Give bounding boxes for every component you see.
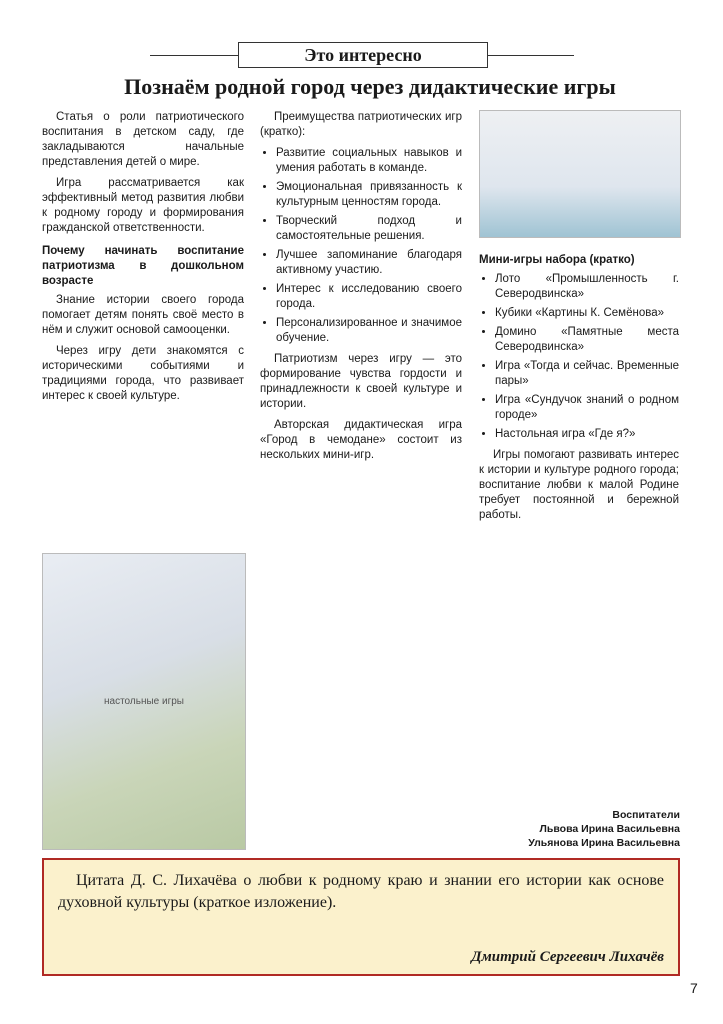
column-1-paragraph: Игра рассматривается как эффективный метод развития любви к родному городу и формирования гражданской ответственности. (42, 177, 244, 234)
quote-box (42, 858, 680, 976)
list-item: • Лучшее запоминание благодаря активному участию. (276, 248, 462, 278)
list-item: • Игра «Сундучок знаний о родном городе» (495, 393, 679, 423)
list-item: • Интерес к исследованию своего города. (276, 282, 462, 312)
rubric-label: Это интересно (238, 42, 488, 68)
advantages-list (260, 146, 462, 346)
column-1-paragraph: Через игру дети знакомятся с историческими событиями и традициями города, что развивает интерес к своей культуре. (42, 345, 244, 402)
list-item: • Эмоциональная привязанность к культурным ценностям города. (276, 180, 462, 210)
child-with-game-photo (42, 553, 246, 850)
games-heading: Мини-игры набора (кратко) (479, 254, 635, 266)
article-title: Познаём родной город через дидактические игры (124, 74, 616, 99)
list-item: • Лото «Промышленность г. Северодвинска» (495, 272, 679, 302)
games-list (479, 272, 679, 442)
quote-author: Дмитрий Сергеевич Лихачёв (471, 949, 664, 965)
article-column-1 (42, 110, 244, 410)
column-3-closing: Игры помогают развивать интерес к истории и культуре родного города; воспитание любви к малой Родине требует постоянной и бережной работы. (479, 449, 679, 521)
board-games-photo (479, 110, 681, 238)
rubric-line-left (150, 55, 238, 56)
list-item: • Персонализированное и значимое обучение. (276, 316, 462, 346)
article-column-3 (479, 245, 679, 529)
column-2-paragraph: Патриотизм через игру — это формирование чувства гордости и принадлежности к своей культуре и истории. (260, 353, 462, 410)
article-column-2 (260, 110, 462, 469)
list-item: • Кубики «Картины К. Семёнова» (495, 306, 679, 321)
list-item: • Творческий подход и самостоятельные решения. (276, 214, 462, 244)
column-1-heading: Почему начинать воспитание патриотизма в дошкольном возрасте (42, 245, 244, 287)
page-number: 7 (690, 980, 698, 996)
column-2-paragraph: Авторская дидактическая игра «Город в чемодане» состоит из нескольких мини-игр. (260, 419, 462, 461)
quote-text: Цитата Д. С. Лихачёва о любви к родному краю и знании его истории как основе духовной культуры (краткое изложение). (58, 872, 664, 911)
signature-role: Воспитатели (612, 809, 680, 821)
column-1-paragraph: Знание истории своего города помогает детям понять своё место в нём и служит основой самооценки. (42, 294, 244, 336)
list-item: • Домино «Памятные места Северодвинска» (495, 325, 679, 355)
list-item: • Развитие социальных навыков и умения работать в команде. (276, 146, 462, 176)
column-2-intro: Преимущества патриотических игр (кратко): (260, 111, 462, 138)
list-item: • Игра «Тогда и сейчас. Временные пары» (495, 359, 679, 389)
rubric-line-right (486, 55, 574, 56)
signature-block (470, 808, 680, 850)
photo-1-label: настольные игры (104, 696, 184, 707)
signature-author-1: Львова Ирина Васильевна (539, 823, 680, 835)
column-1-paragraph: Статья о роли патриотического воспитания в детском саду, где закладываются начальные представления детей о мире. (42, 111, 244, 168)
signature-author-2: Ульянова Ирина Васильевна (528, 837, 680, 849)
list-item: • Настольная игра «Где я?» (495, 427, 679, 442)
